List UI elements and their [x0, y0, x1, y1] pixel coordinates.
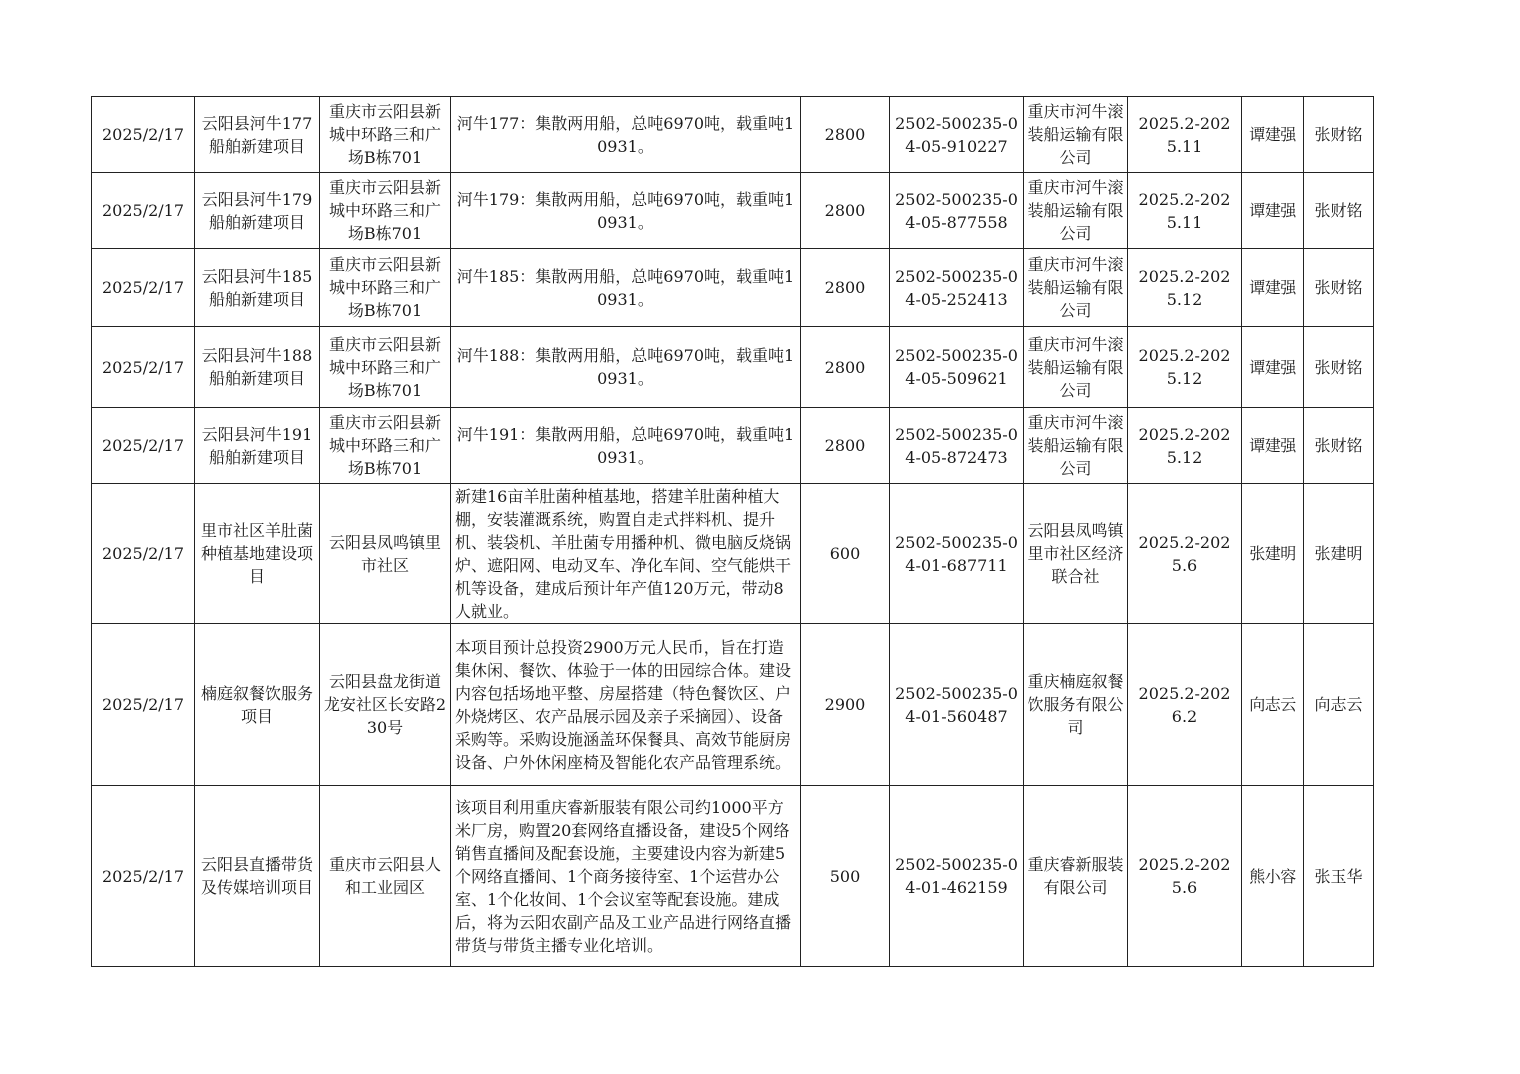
location-cell: 云阳县盘龙街道龙安社区长安路230号 — [320, 624, 451, 786]
date-cell: 2025/2/17 — [92, 327, 195, 408]
date-cell: 2025/2/17 — [92, 173, 195, 249]
investment-cell: 2800 — [801, 173, 890, 249]
contact-cell: 张玉华 — [1304, 786, 1374, 967]
project-code-cell: 2502-500235-04-01-687711 — [890, 484, 1024, 624]
location-cell: 重庆市云阳县新城中环路三和广场B栋701 — [320, 173, 451, 249]
content-cell — [451, 249, 801, 327]
contact-cell: 张财铭 — [1304, 327, 1374, 408]
period-cell: 2025.2-2025.6 — [1128, 786, 1242, 967]
project-code-cell: 2502-500235-04-05-872473 — [890, 408, 1024, 484]
table-row — [92, 249, 1374, 327]
date-cell: 2025/2/17 — [92, 249, 195, 327]
content-cell — [451, 327, 801, 408]
location-cell: 重庆市云阳县新城中环路三和广场B栋701 — [320, 97, 451, 173]
location-cell: 云阳县凤鸣镇里市社区 — [320, 484, 451, 624]
table-row — [92, 173, 1374, 249]
investment-cell: 500 — [801, 786, 890, 967]
company-cell: 重庆市河牛滚装船运输有限公司 — [1024, 173, 1128, 249]
contact-cell: 张建明 — [1242, 484, 1304, 624]
content-text: 河牛177：集散两用船，总吨6970吨，载重吨10931。 — [456, 113, 795, 156]
contact-cell: 谭建强 — [1242, 408, 1304, 484]
date-cell: 2025/2/17 — [92, 624, 195, 786]
content-text: 本项目预计总投资2900万元人民币，旨在打造集休闲、餐饮、体验于一体的田园综合体。建设内容包括场地平整、房屋搭建（特色餐饮区、户外烧烤区、农产品展示园及亲子采摘园）、设备采购等。采购设施涵盖环保餐具、高效节能厨房设备、户外休闲座椅及智能化农产品管理系统。 — [455, 637, 792, 772]
investment-cell: 2800 — [801, 408, 890, 484]
period-cell: 2025.2-2025.11 — [1128, 173, 1242, 249]
project-name-cell: 云阳县河牛185船舶新建项目 — [195, 249, 320, 327]
contact-cell: 谭建强 — [1242, 249, 1304, 327]
date-cell: 2025/2/17 — [92, 786, 195, 967]
content-text: 河牛191：集散两用船，总吨6970吨，载重吨10931。 — [456, 424, 795, 467]
date-cell: 2025/2/17 — [92, 484, 195, 624]
project-name-cell: 云阳县河牛188船舶新建项目 — [195, 327, 320, 408]
content-cell — [451, 408, 801, 484]
content-cell — [451, 484, 801, 624]
company-cell: 重庆楠庭叙餐饮服务有限公司 — [1024, 624, 1128, 786]
table-row — [92, 97, 1374, 173]
contact-cell: 谭建强 — [1242, 327, 1304, 408]
investment-cell: 2800 — [801, 327, 890, 408]
project-name-cell: 里市社区羊肚菌种植基地建设项目 — [195, 484, 320, 624]
content-cell — [451, 624, 801, 786]
date-cell: 2025/2/17 — [92, 408, 195, 484]
content-cell — [451, 97, 801, 173]
table-row — [92, 624, 1374, 786]
contact-cell: 张财铭 — [1304, 408, 1374, 484]
table-row — [92, 484, 1374, 624]
company-cell: 重庆市河牛滚装船运输有限公司 — [1024, 408, 1128, 484]
company-cell: 重庆市河牛滚装船运输有限公司 — [1024, 249, 1128, 327]
content-cell — [451, 173, 801, 249]
contact-cell: 张财铭 — [1304, 249, 1374, 327]
project-name-cell: 云阳县河牛179船舶新建项目 — [195, 173, 320, 249]
location-cell: 重庆市云阳县新城中环路三和广场B栋701 — [320, 249, 451, 327]
contact-cell: 向志云 — [1242, 624, 1304, 786]
period-cell: 2025.2-2025.12 — [1128, 408, 1242, 484]
content-text: 新建16亩羊肚菌种植基地，搭建羊肚菌种植大棚，安装灌溉系统，购置自走式拌料机、提升机、装袋机、羊肚菌专用播种机、微电脑反烧锅炉、遮阳网、电动叉车、净化车间、空气能烘干机等设备，建成后预计年产值120万元，带动8人就业。 — [455, 486, 792, 621]
company-cell: 重庆市河牛滚装船运输有限公司 — [1024, 97, 1128, 173]
location-cell: 重庆市云阳县新城中环路三和广场B栋701 — [320, 408, 451, 484]
investment-cell: 2800 — [801, 249, 890, 327]
project-name-cell: 云阳县河牛191船舶新建项目 — [195, 408, 320, 484]
period-cell: 2025.2-2025.11 — [1128, 97, 1242, 173]
company-cell: 重庆市河牛滚装船运输有限公司 — [1024, 327, 1128, 408]
project-code-cell: 2502-500235-04-05-910227 — [890, 97, 1024, 173]
contact-cell: 张财铭 — [1304, 173, 1374, 249]
period-cell: 2025.2-2025.12 — [1128, 327, 1242, 408]
project-name-cell: 云阳县直播带货及传媒培训项目 — [195, 786, 320, 967]
contact-cell: 张建明 — [1304, 484, 1374, 624]
table-row — [92, 786, 1374, 967]
table-row — [92, 408, 1374, 484]
investment-cell: 600 — [801, 484, 890, 624]
date-cell: 2025/2/17 — [92, 97, 195, 173]
company-cell: 重庆睿新服装有限公司 — [1024, 786, 1128, 967]
project-name-cell: 云阳县河牛177船舶新建项目 — [195, 97, 320, 173]
project-code-cell: 2502-500235-04-01-462159 — [890, 786, 1024, 967]
project-code-cell: 2502-500235-04-05-877558 — [890, 173, 1024, 249]
period-cell: 2025.2-2025.6 — [1128, 484, 1242, 624]
project-table — [91, 96, 1374, 967]
location-cell: 重庆市云阳县新城中环路三和广场B栋701 — [320, 327, 451, 408]
content-text: 该项目利用重庆睿新服装有限公司约1000平方米厂房，购置20套网络直播设备，建设5个网络销售直播间及配套设施，主要建设内容为新建5个网络直播间、1个商务接待室、1个运营办公室、1个化妆间、1个会议室等配套设施。建成后，将为云阳农副产品及工业产品进行网络直播带货与带货主播专业化培训。 — [455, 797, 792, 955]
project-code-cell: 2502-500235-04-05-252413 — [890, 249, 1024, 327]
location-cell: 重庆市云阳县人和工业园区 — [320, 786, 451, 967]
contact-cell: 张财铭 — [1304, 97, 1374, 173]
investment-cell: 2900 — [801, 624, 890, 786]
investment-cell: 2800 — [801, 97, 890, 173]
project-code-cell: 2502-500235-04-05-509621 — [890, 327, 1024, 408]
company-cell: 云阳县凤鸣镇里市社区经济联合社 — [1024, 484, 1128, 624]
content-text: 河牛179：集散两用船，总吨6970吨，载重吨10931。 — [456, 189, 795, 232]
project-code-cell: 2502-500235-04-01-560487 — [890, 624, 1024, 786]
content-text: 河牛188：集散两用船，总吨6970吨，载重吨10931。 — [456, 346, 795, 388]
contact-cell: 向志云 — [1304, 624, 1374, 786]
contact-cell: 谭建强 — [1242, 173, 1304, 249]
table-row — [92, 327, 1374, 408]
period-cell: 2025.2-2026.2 — [1128, 624, 1242, 786]
project-name-cell: 楠庭叙餐饮服务项目 — [195, 624, 320, 786]
content-cell — [451, 786, 801, 967]
period-cell: 2025.2-2025.12 — [1128, 249, 1242, 327]
contact-cell: 熊小容 — [1242, 786, 1304, 967]
content-text: 河牛185：集散两用船，总吨6970吨，载重吨10931。 — [456, 266, 795, 309]
contact-cell: 谭建强 — [1242, 97, 1304, 173]
